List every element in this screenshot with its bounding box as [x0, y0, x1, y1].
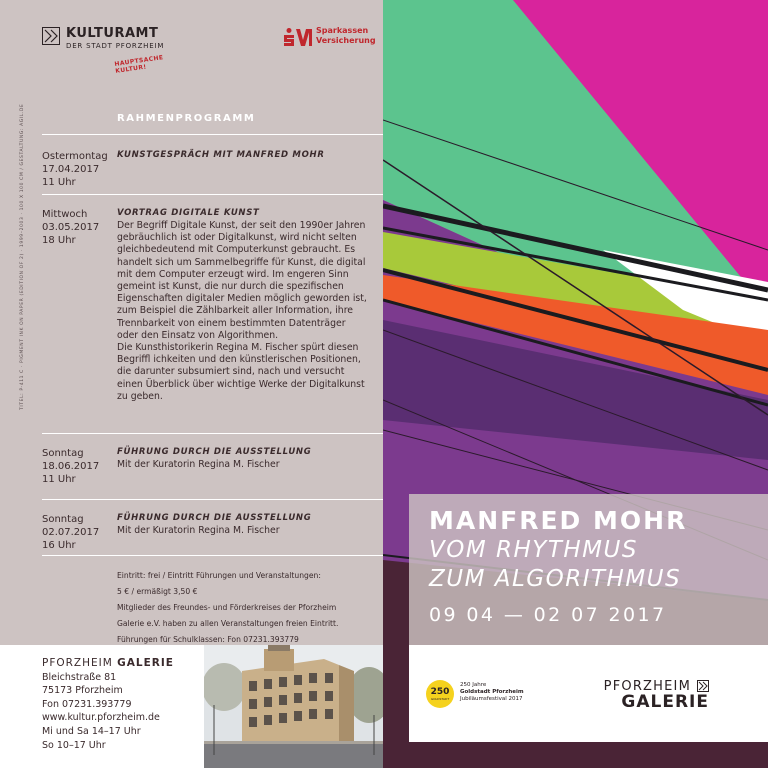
sparkasse-logo	[282, 26, 376, 50]
admission-info	[117, 568, 377, 648]
address-line: Bleichstraße 81	[42, 671, 117, 683]
event-title: VORTRAG DIGITALE KUNST	[117, 208, 260, 218]
kulturamt-tagline: HAUPTSACHE KULTUR!	[114, 54, 164, 75]
address-line: 75173 Pforzheim	[42, 685, 123, 697]
pforzheim-galerie-logo	[579, 679, 719, 715]
jubilee-text	[460, 682, 524, 703]
event-date	[42, 150, 108, 189]
sparkasse-name	[316, 26, 376, 46]
program-heading: RAHMENPROGRAMM	[117, 113, 256, 124]
event-date-value: 17.04.2017	[42, 164, 100, 175]
event-date-value: 02.07.2017	[42, 527, 100, 538]
galerie-logo-line1: PFORZHEIM	[603, 679, 691, 694]
kulturamt-name: KULTURAMT	[66, 26, 159, 41]
gallery-name-b: GALERIE	[117, 657, 174, 669]
event-date	[42, 208, 99, 247]
website-link[interactable]: www.kultur.pforzheim.de	[42, 712, 160, 724]
divider	[42, 555, 383, 556]
jubilee-line: 250 Jahre	[460, 682, 487, 688]
gallery-name	[42, 657, 174, 671]
admission-line: 5 € / ermäßigt 3,50 €	[117, 587, 198, 596]
jubilee-line: Jubiläumsfestival 2017	[460, 696, 523, 702]
event-day: Mittwoch	[42, 209, 88, 220]
artist-name: MANFRED MOHR	[429, 506, 688, 535]
event-date	[42, 513, 99, 552]
admission-line: Mitglieder des Freundes- und Förderkreises der Pforzheim	[117, 603, 337, 612]
divider	[42, 499, 383, 500]
admission-line: Eintritt: frei / Eintritt Führungen und Veranstaltungen:	[117, 571, 321, 580]
opening-hours: So 10–17 Uhr	[42, 739, 106, 751]
event-date-value: 18.06.2017	[42, 461, 100, 472]
partner-logos	[409, 645, 768, 742]
event-description: Mit der Kuratorin Regina M. Fischer	[117, 525, 280, 536]
sparkasse-mark-icon	[282, 27, 314, 47]
jubilee-line: Goldstadt Pforzheim	[460, 689, 524, 695]
vertical-credit: TITEL: P-411 C · PIGMENT INK ON PAPER (EDITION OF 2) · 1999–2003 · 100 X 100 CM / GESTALTUNG: AGIL.DE	[20, 103, 25, 410]
event-title: KUNSTGESPRÄCH MIT MANFRED MOHR	[117, 150, 325, 160]
admission-line: Galerie e.V. haben zu allen Veranstaltungen freien Eintritt.	[117, 619, 339, 628]
kulturamt-logo	[42, 27, 182, 77]
gallery-address	[42, 657, 174, 752]
gallery-building-photo	[204, 645, 383, 768]
exhibition-subtitle: ZUM ALGORITHMUS	[429, 566, 682, 592]
event-day: Sonntag	[42, 514, 84, 525]
gallery-name-a: PFORZHEIM	[42, 657, 113, 669]
divider	[42, 134, 383, 135]
badge-text: 250	[430, 687, 450, 697]
program-panel	[0, 0, 383, 645]
event-date-value: 03.05.2017	[42, 222, 100, 233]
event-description: Mit der Kuratorin Regina M. Fischer	[117, 459, 280, 470]
badge-sub: GOLDSTADT	[430, 697, 450, 701]
exhibition-subtitle: VOM RHYTHMUS	[429, 537, 638, 563]
kulturamt-sub: DER STADT PFORZHEIM	[66, 42, 165, 50]
opening-hours: Mi und Sa 14–17 Uhr	[42, 725, 141, 737]
divider	[42, 194, 383, 195]
sparkasse-line1: Sparkassen	[316, 26, 369, 35]
event-description-part2: Die Kunsthistorikerin Regina M. Fischer spürt diesen Begriffl ichkeiten und den künstlerischen Positionen, die darunter subsumiert sind, nach und versucht einen Überblick über wichtige Werke der Digitalkunst zu geben.	[117, 342, 365, 402]
event-time: 16 Uhr	[42, 540, 76, 551]
exhibition-dates: 09 04 — 02 07 2017	[429, 604, 667, 626]
event-time: 18 Uhr	[42, 235, 76, 246]
event-description	[117, 220, 367, 403]
goldstadt-badge	[426, 680, 454, 708]
event-title: FÜHRUNG DURCH DIE AUSSTELLUNG	[117, 513, 312, 523]
exhibition-title-box	[409, 494, 768, 645]
event-day: Sonntag	[42, 448, 84, 459]
galerie-logo-line2: GALERIE	[621, 692, 709, 712]
galerie-mark-icon	[697, 680, 709, 692]
phone: Fon 07231.393779	[42, 698, 132, 710]
event-date	[42, 447, 99, 486]
kulturamt-mark-icon	[42, 27, 60, 45]
divider	[42, 433, 383, 434]
admission-line: Führungen für Schulklassen: Fon 07231.393779	[117, 635, 299, 644]
event-day: Ostermontag	[42, 151, 108, 162]
event-time: 11 Uhr	[42, 177, 76, 188]
event-title: FÜHRUNG DURCH DIE AUSSTELLUNG	[117, 447, 312, 457]
event-description-part1: Der Begriff Digitale Kunst, der seit den 1990er Jahren gebräuchlich ist oder Digitalkunst, wird nicht selten gleichbedeutend mit Computerkunst gebraucht. Es handelt sich um Sammelbegriffe für Kunst, die digital mit dem Computer erzeugt wird. Im engeren Sinn gemeint ist Kunst, die nur durch die spezifischen Eigenschaften digitaler Medien möglich geworden ist, zum Beispiel die Zählbarkeit aller Information, ihre Trennbarkeit von einem bestimmten Datenträger oder den Einsatz von Algorithmen.	[117, 220, 367, 341]
event-time: 11 Uhr	[42, 474, 76, 485]
sparkasse-line2: Versicherung	[316, 36, 376, 45]
